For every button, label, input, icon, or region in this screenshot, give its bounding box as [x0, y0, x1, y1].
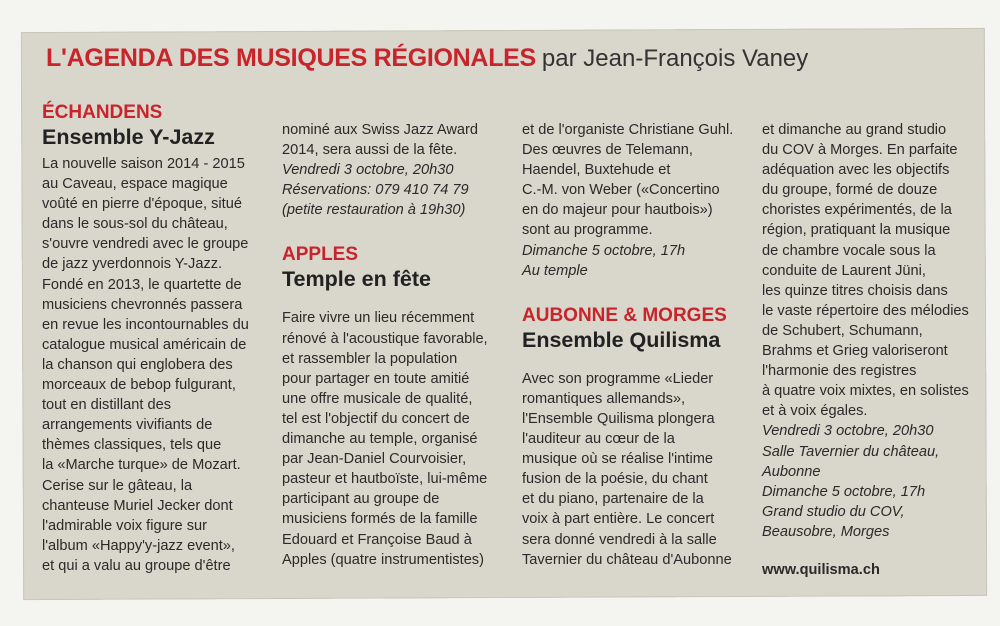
article-title-quilisma: Ensemble Quilisma [522, 327, 721, 352]
body-line: de chambre vocale sous la [762, 242, 936, 259]
article-title-y-jazz: Ensemble Y-Jazz [42, 125, 215, 149]
body-line: s'ouvre vendredi avec le groupe [42, 236, 249, 253]
body-line: et dimanche au grand studio [762, 122, 947, 138]
body-line: 2014, sera aussi de la fête. [282, 142, 458, 159]
body-line: catalogue musical américain de [42, 336, 247, 353]
event-info-line: Dimanche 5 octobre, 17h [762, 483, 926, 500]
event-info-line: Grand studio du COV, [762, 503, 905, 520]
body-line: région, pratiquant la musique [762, 222, 951, 239]
body-line: sera donné vendredi à la salle [522, 531, 717, 548]
body-line: l'auditeur au cœur de la [522, 431, 675, 448]
section-kicker-apples: APPLES [282, 244, 359, 266]
body-line: Tavernier du château d'Aubonne [522, 551, 732, 568]
body-line: musiciens chevronnés passera [42, 296, 243, 313]
body-line: Haendel, Buxtehude et [522, 162, 671, 179]
body-line: choristes expérimentés, de la [762, 202, 952, 219]
column-echandens [42, 102, 249, 576]
body-line: rénové à l'acoustique favorable, [282, 330, 488, 347]
section-kicker-echandens: ÉCHANDENS [42, 102, 163, 123]
body-line: de Schubert, Schumann, [762, 322, 923, 339]
body-line: arrangements vivifiants de [42, 417, 213, 434]
body-line: en do majeur pour hautbois») [522, 202, 713, 219]
body-line: et rassembler la population [282, 350, 458, 367]
body-line: le vaste répertoire des mélodies [762, 302, 969, 319]
event-info-line: Vendredi 3 octobre, 20h30 [282, 162, 454, 179]
body-line: Brahms et Grieg valoriseront [762, 343, 948, 360]
body-line: adéquation avec les objectifs [762, 162, 950, 179]
body-line: Avec son programme «Lieder [522, 370, 714, 387]
column-quilisma-cont [762, 120, 969, 580]
body-line: une offre musicale de qualité, [282, 390, 473, 407]
body-line: Des œuvres de Telemann, [522, 142, 693, 159]
body-line: l'harmonie des registres [762, 363, 917, 380]
event-info-line: Salle Tavernier du château, [762, 443, 940, 460]
event-info-line: (petite restauration à 19h30) [282, 202, 466, 219]
body-line: l'admirable voix figure sur [42, 517, 208, 534]
body-line: et qui a valu au groupe d'être [42, 557, 231, 574]
body-line: l'album «Happy'y-jazz event», [42, 537, 235, 554]
body-line: du groupe, formé de douze [762, 182, 938, 199]
body-line: fusion de la poésie, du chant [522, 471, 708, 488]
body-line: et à voix égales. [762, 403, 868, 420]
event-info-line: Aubonne [762, 463, 821, 480]
body-line: sont au programme. [522, 222, 653, 239]
body-line: pour partager en toute amitié [282, 370, 470, 387]
body-line: chanteuse Muriel Jecker dont [42, 497, 233, 514]
event-info-line: Dimanche 5 octobre, 17h [522, 242, 686, 259]
agenda-byline: par Jean-François Vaney [541, 45, 809, 72]
event-info-line: Beausobre, Morges [762, 523, 890, 540]
body-line: en revue les incontournables du [42, 316, 249, 333]
body-line: Fondé en 2013, le quartette de [42, 276, 242, 293]
body-line: la «Marche turque» de Mozart. [42, 457, 241, 474]
body-line: dans le sous-sol du château, [42, 216, 228, 233]
body-line: Edouard et Françoise Baud à [282, 531, 472, 548]
body-line: C.-M. von Weber («Concertino [522, 182, 720, 199]
body-line: l'Ensemble Quilisma plongera [522, 410, 715, 427]
column-apples [282, 120, 488, 570]
body-line: tout en distillant des [42, 397, 171, 414]
event-info-line: Au temple [522, 262, 588, 279]
body-line: musiciens formés de la famille [282, 511, 478, 528]
body-line: Faire vivre un lieu récemment [282, 310, 475, 327]
body-line: et du piano, partenaire de la [522, 491, 704, 508]
body-line: conduite de Laurent Jüni, [762, 262, 926, 279]
body-line: Cerise sur le gâteau, la [42, 477, 193, 494]
section-kicker-aubonne-morges: AUBONNE & MORGES [522, 304, 727, 326]
article-title-temple: Temple en fête [282, 267, 431, 292]
body-line: voûté en pierre d'époque, situé [42, 196, 242, 213]
body-line: les quinze titres choisis dans [762, 282, 948, 299]
body-line: romantiques allemands», [522, 390, 686, 407]
body-line: à quatre voix mixtes, en solistes [762, 383, 969, 400]
body-line: dimanche au temple, organisé [282, 431, 478, 448]
body-line: Apples (quatre instrumentistes) [282, 551, 484, 568]
agenda-title: L'AGENDA DES MUSIQUES RÉGIONALES [46, 44, 536, 72]
body-line: nominé aux Swiss Jazz Award [282, 122, 479, 138]
body-line: par Jean-Daniel Courvoisier, [282, 451, 467, 468]
body-line: morceaux de bebop fulgurant, [42, 377, 236, 394]
body-line: de jazz yverdonnois Y-Jazz. [42, 256, 223, 273]
body-line: au Caveau, espace magique [42, 176, 228, 193]
quilisma-website-link[interactable]: www.quilisma.ch [762, 561, 880, 578]
column-aubonne-morges [522, 120, 733, 570]
body-line: du COV à Morges. En parfaite [762, 142, 958, 159]
body-line: voix à part entière. Le concert [522, 511, 715, 528]
body-line: La nouvelle saison 2014 - 2015 [42, 156, 245, 172]
body-line: et de l'organiste Christiane Guhl. [522, 122, 734, 138]
body-line: musique où se réalise l'intime [522, 451, 713, 468]
body-line: pasteur et hautboïste, lui-même [282, 471, 488, 488]
event-info-line: Vendredi 3 octobre, 20h30 [762, 423, 934, 440]
agenda-headline [46, 44, 808, 73]
body-line: tel est l'objectif du concert de [282, 410, 470, 427]
body-line: participant au groupe de [282, 491, 440, 508]
body-line: la chanson qui englobera des [42, 356, 233, 373]
body-line: thèmes classiques, tels que [42, 437, 222, 454]
event-info-line: Réservations: 079 410 74 79 [282, 182, 469, 199]
